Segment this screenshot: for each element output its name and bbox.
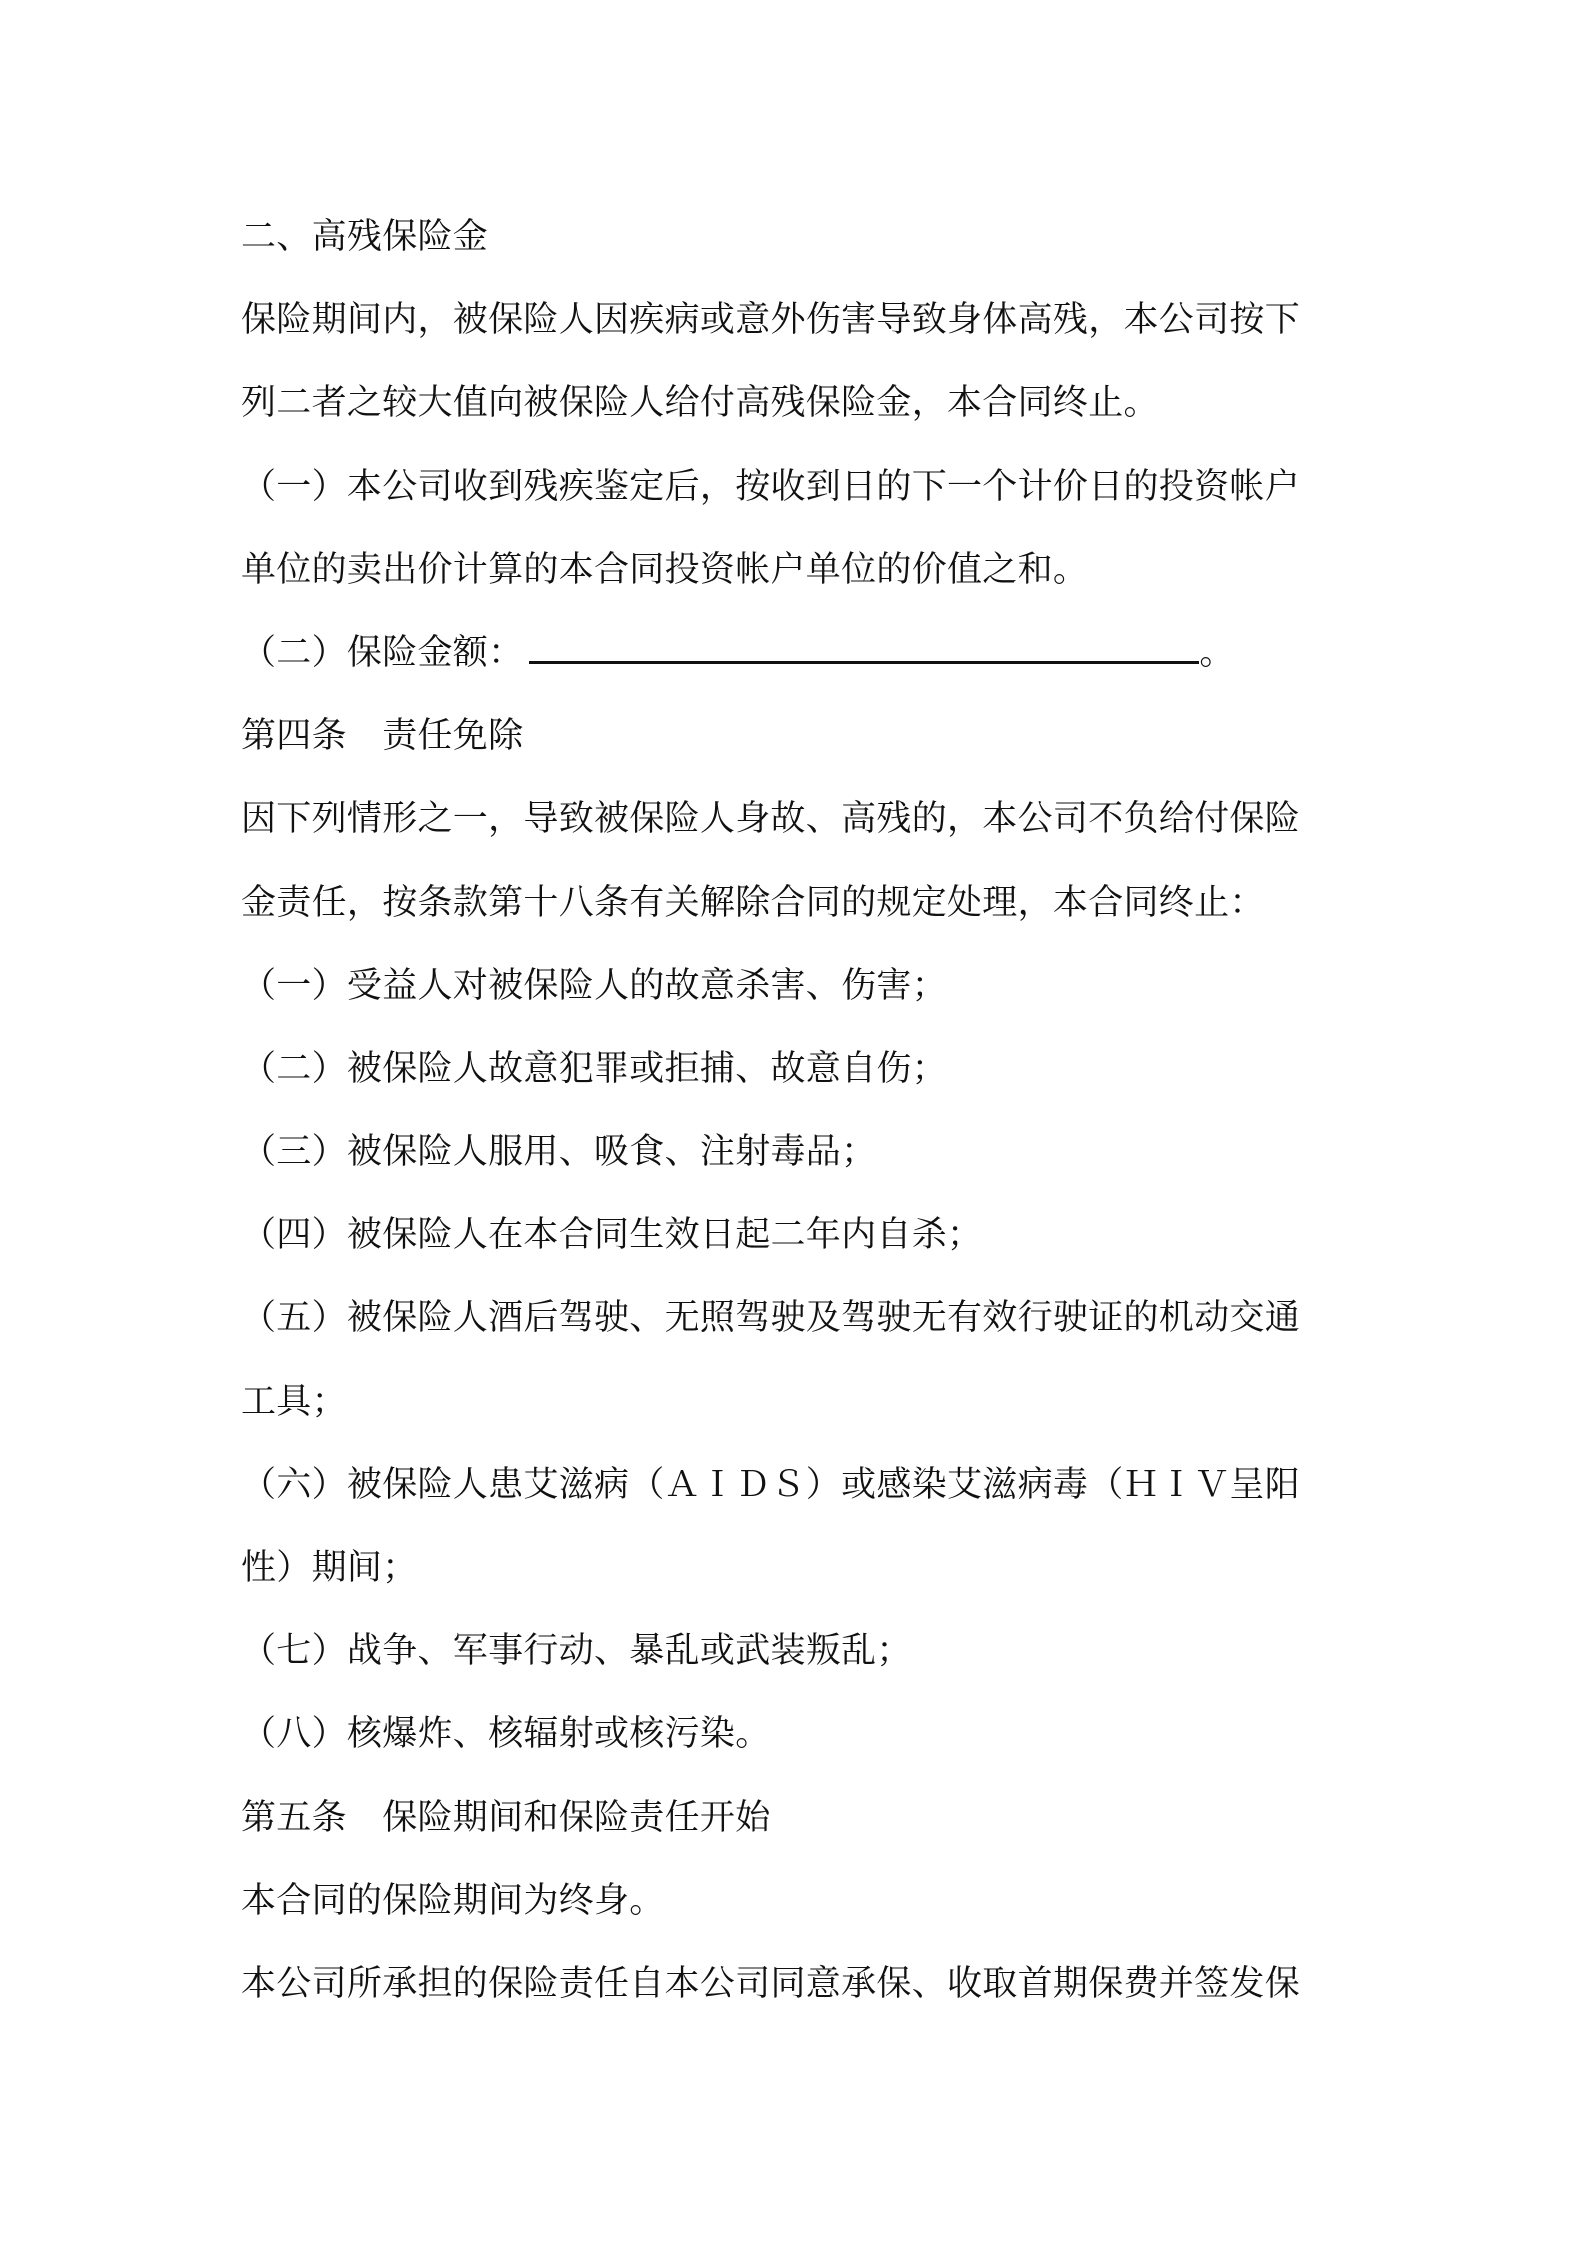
list-item: （四）被保险人在本合同生效日起二年内自杀；: [241, 1215, 983, 1256]
paragraph-line: 列二者之较大值向被保险人给付高残保险金，本合同终止。: [241, 383, 1159, 424]
paragraph-line: 保险期间内，被保险人因疾病或意外伤害导致身体高残，本公司按下: [241, 300, 1301, 341]
document-body: [241, 196, 1361, 2026]
sum-insured-label: （二）保险金额：: [241, 632, 524, 673]
section-heading: 二、高残保险金: [241, 217, 489, 257]
article-heading: 第四条 责任免除: [241, 716, 524, 757]
fill-in-blank: [529, 617, 1199, 664]
blank-suffix: 。: [1199, 632, 1235, 673]
list-item: （三）被保险人服用、吸食、注射毒品；: [241, 1132, 877, 1173]
list-item: （一）受益人对被保险人的故意杀害、伤害；: [241, 965, 948, 1006]
paragraph-line: 因下列情形之一，导致被保险人身故、高残的，本公司不负给付保险: [241, 799, 1301, 840]
paragraph-line: 单位的卖出价计算的本合同投资帐户单位的价值之和。: [241, 549, 1089, 590]
list-item: （八）核爆炸、核辐射或核污染。: [241, 1714, 771, 1755]
list-item: （五）被保险人酒后驾驶、无照驾驶及驾驶无有效行驶证的机动交通: [241, 1298, 1301, 1339]
paragraph-line: 本合同的保险期间为终身。: [241, 1880, 665, 1921]
article-heading: 第五条 保险期间和保险责任开始: [241, 1797, 771, 1838]
list-item-continuation: 工具；: [241, 1381, 347, 1422]
sum-insured-line: [241, 612, 1361, 695]
list-item: （七）战争、军事行动、暴乱或武装叛乱；: [241, 1631, 912, 1672]
paragraph-line: 本公司所承担的保险责任自本公司同意承保、收取首期保费并签发保: [241, 1963, 1301, 2004]
paragraph-line: （一）本公司收到残疾鉴定后，按收到日的下一个计价日的投资帐户: [241, 466, 1301, 507]
list-item-continuation: 性）期间；: [241, 1548, 418, 1588]
paragraph-line: 金责任，按条款第十八条有关解除合同的规定处理，本合同终止：: [241, 882, 1265, 923]
list-item: （六）被保险人患艾滋病（ＡＩＤＳ）或感染艾滋病毒（ＨＩＶ呈阳: [241, 1464, 1301, 1505]
list-item: （二）被保险人故意犯罪或拒捕、故意自伤；: [241, 1048, 948, 1089]
